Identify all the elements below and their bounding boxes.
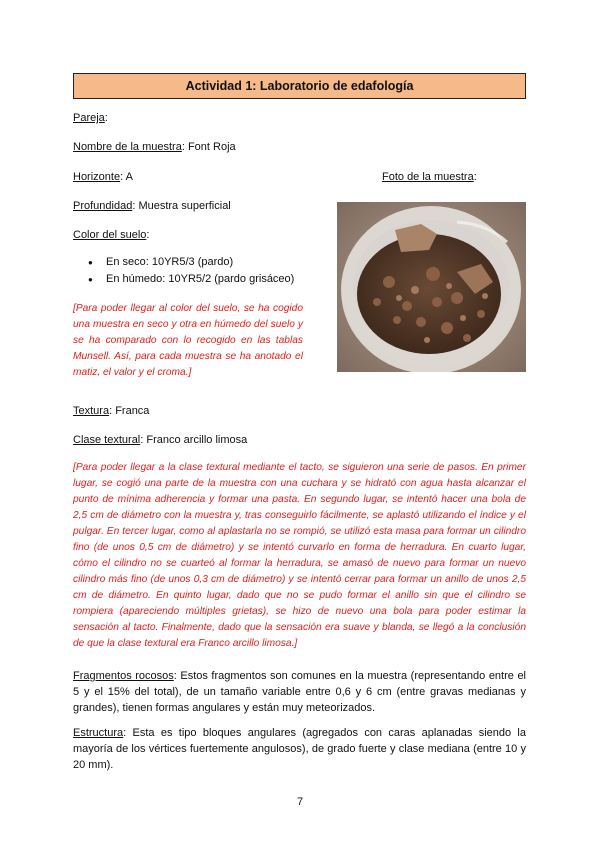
estructura-value: : Esta es tipo bloques angulares (agregados con caras aplanadas siendo la mayoría de los vértices fuertemente angulosos), de grado fuerte y clase mediana (entre 10 y 20 mm). — [73, 727, 526, 771]
fragmentos-paragraph — [73, 668, 526, 716]
pareja-line — [73, 112, 108, 124]
muestra-line — [73, 141, 236, 153]
clase-value: : Franco arcillo limosa — [140, 434, 248, 446]
estructura-label: Estructura — [73, 727, 124, 739]
muestra-value: : Font Roja — [181, 141, 236, 153]
soil-sample-photo — [337, 202, 526, 372]
list-item: ● En húmedo: 10YR5/2 (pardo grisáceo) — [88, 273, 294, 285]
fragmentos-value: : Estos fragmentos son comunes en la muestra (representando entre el 5 y el 15% del total), de un tamaño variable entre 0,6 y 6 cm (entre gravas medianas y grandes), tienen formas angulares y están muy meteorizados. — [73, 670, 527, 714]
profundidad-label: Profundidad — [73, 200, 133, 212]
clase-line — [73, 434, 247, 446]
horizonte-value: : A — [120, 171, 133, 183]
pareja-label: Pareja — [73, 112, 105, 124]
muestra-label: Nombre de la muestra — [73, 141, 182, 153]
color-colon: : — [146, 229, 150, 241]
textura-line — [73, 405, 149, 417]
activity-title: Actividad 1: Laboratorio de edafología — [185, 79, 414, 93]
fragmentos-label: Fragmentos rocosos — [73, 670, 174, 682]
horizonte-line — [73, 171, 133, 183]
color-list — [88, 256, 294, 290]
horizonte-label: Horizonte — [73, 171, 121, 183]
profundidad-line — [73, 200, 231, 212]
soil-sample-image — [337, 202, 526, 372]
list-item: ● En seco: 10YR5/3 (pardo) — [88, 256, 294, 268]
page-number: 7 — [296, 796, 304, 808]
profundidad-value: : Muestra superficial — [132, 200, 231, 212]
color-line — [73, 229, 149, 241]
foto-label: Foto de la muestra — [382, 171, 474, 183]
estructura-paragraph — [73, 725, 526, 773]
textura-label: Textura — [73, 405, 110, 417]
clase-label: Clase textural — [73, 434, 141, 446]
color-label: Color del suelo — [73, 229, 147, 241]
textura-value: : Franca — [109, 405, 150, 417]
foto-colon: : — [473, 171, 477, 183]
foto-label-line — [382, 171, 477, 183]
activity-title-box — [73, 73, 526, 99]
color-method-note: [Para poder llegar al color del suelo, se ha cogido una muestra en seco y otra en húmedo del suelo y se ha comparado con lo recogido en las tablas Munsell. Así, para cada muestra se ha anotado el matiz, el valor y el croma.] — [73, 303, 303, 378]
pareja-colon: : — [104, 112, 108, 124]
clase-method-note: [Para poder llegar a la clase textural mediante el tacto, se siguieron una serie de pasos. En primer lugar, se cogió una parte de la muestra con una cuchara y se hidrató con agua hasta alcanzar el punto de mínima adherencia y formar una pasta. En segundo lugar, se intentó hacer una bola de 2,5 cm de diámetro con la muestra y, tras conseguirlo fácilmente, se aplastó utilizando el índice y el pulgar. En tercer lugar, como al aplastarla no se rompió, se utilizó esta masa para formar un cilindro fino (de unos 0,5 cm de diámetro) y se intentó curvarlo en forma de herradura. En cuarto lugar, cómo el cilindro no se cuarteó al formar la herradura, se amasó de nuevo para formar un nuevo cilindro más fino (de unos 0,3 cm de diámetro) y se intentó cerrar para formar un anillo de unos 2,5 cm de diámetro. En quinto lugar, dado que no se pudo formar el anillo sin que el cilindro se rompiera (apareciendo múltiples grietas), se hizo de nuevo una bola para poder estimar la sensación al tacto. Finalmente, dado que la sensación era suave y blanda, se llegó a la conclusión de que la clase textural era Franco arcillo limosa.] — [73, 462, 526, 649]
